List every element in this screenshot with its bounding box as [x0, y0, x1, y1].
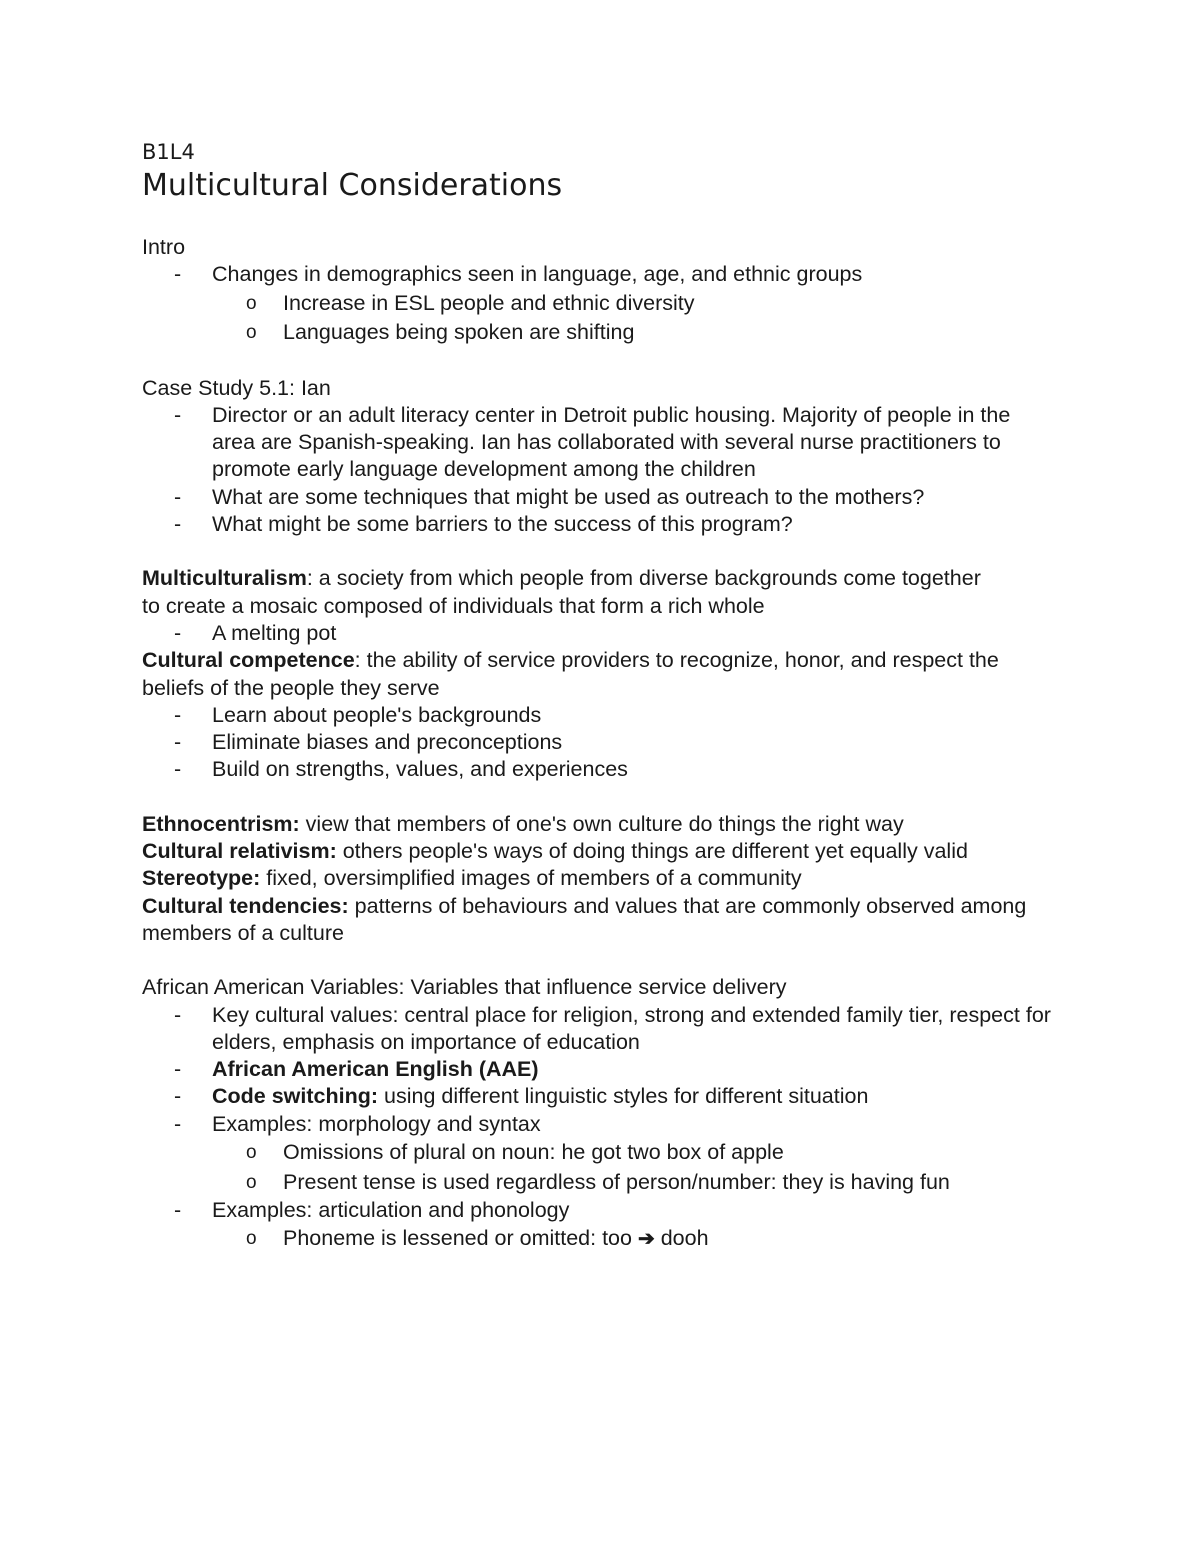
list-item-text: Omissions of plural on noun: he got two box of apple — [283, 1140, 784, 1165]
dash-marker: - — [174, 512, 182, 537]
list-item-text: Director or an adult literacy center in Detroit public housing. Majority of people in the area are Spanish-speaking. Ian has collaborated with several nurse practitioners to promote early language development among the children — [212, 402, 1011, 482]
list-item — [142, 402, 1060, 484]
definition-text: using different linguistic styles for different situation — [378, 1084, 869, 1109]
definition-text: view that members of one's own culture do things the right way — [299, 811, 904, 836]
list-item-text: Increase in ESL people and ethnic diversity — [283, 290, 695, 315]
section-heading-intro: Intro — [142, 235, 186, 259]
list-item — [142, 511, 1060, 538]
list-item — [142, 1056, 1060, 1083]
dash-marker: - — [174, 484, 182, 509]
definition-cultural-competence — [142, 647, 1057, 702]
term-label: Cultural tendencies: — [142, 893, 349, 918]
list-item — [142, 756, 1060, 783]
circle-bullet-icon: o — [246, 1142, 257, 1164]
example-result-text: dooh — [654, 1226, 709, 1251]
definition-ethnocentrism — [142, 811, 1060, 838]
definition-text: patterns of behaviours and values that are commonly observed among members of a culture — [142, 893, 1027, 945]
circle-bullet-icon: o — [246, 322, 257, 344]
list-item-text: Eliminate biases and preconceptions — [212, 730, 563, 755]
list-item-text: African American English (AAE) — [212, 1057, 539, 1082]
circle-bullet-icon: o — [246, 1171, 257, 1193]
list-item — [142, 702, 1060, 729]
term-label: Code switching: — [212, 1084, 379, 1109]
dash-marker: - — [174, 1002, 182, 1027]
document-code: B1L4 — [142, 140, 195, 164]
list-item-text: Examples: morphology and syntax — [212, 1111, 541, 1136]
circle-bullet-icon: o — [246, 292, 257, 314]
definition-text: fixed, oversimplified images of members of a community — [260, 866, 802, 891]
list-item-text: Build on strengths, values, and experiences — [212, 757, 628, 782]
list-item — [142, 1083, 1060, 1110]
list-item — [142, 620, 1060, 647]
definition-text: : a society from which people from diverse backgrounds come together to create a mosaic composed of individuals that form a rich whole — [142, 566, 981, 618]
definition-cultural-relativism — [142, 838, 1060, 865]
section-heading-african-american-variables: African American Variables: Variables that influence service delivery — [142, 975, 787, 1000]
sub-list-item — [142, 1168, 1060, 1198]
list-item — [142, 729, 1060, 756]
list-item-text: Learn about people's backgrounds — [212, 702, 542, 727]
sub-list-item — [142, 1224, 1060, 1255]
term-label: Stereotype: — [142, 866, 261, 891]
dash-marker: - — [174, 702, 182, 727]
definition-text: others people's ways of doing things are different yet equally valid — [336, 839, 968, 864]
list-item — [142, 1197, 1060, 1224]
list-item-text: Key cultural values: central place for religion, strong and extended family tier, respect for elders, emphasis on importance of education — [212, 1002, 1051, 1054]
dash-marker: - — [174, 1111, 182, 1136]
term-label: Multiculturalism — [142, 566, 307, 591]
arrow-right-icon: ➔ — [637, 1228, 655, 1251]
list-item-text: Examples: articulation and phonology — [212, 1198, 570, 1223]
list-item-text: What might be some barriers to the success of this program? — [212, 512, 793, 537]
example-text: Phoneme is lessened or omitted: too — [283, 1226, 638, 1251]
dash-marker: - — [174, 402, 182, 427]
list-item — [142, 1002, 1060, 1057]
definition-text: : the ability of service providers to recognize, honor, and respect the beliefs of the people they serve — [142, 648, 999, 700]
list-item-text: What are some techniques that might be used as outreach to the mothers? — [212, 484, 925, 509]
definition-stereotype — [142, 865, 1060, 892]
list-item-text — [212, 1083, 1060, 1110]
page-title: Multicultural Considerations — [142, 168, 563, 203]
dash-marker: - — [174, 1084, 182, 1109]
list-item-text: Present tense is used regardless of person/number: they is having fun — [283, 1169, 950, 1194]
definition-multiculturalism — [142, 565, 1002, 620]
list-item-text: Languages being spoken are shifting — [283, 320, 635, 345]
term-label: Cultural competence — [142, 648, 355, 673]
dash-marker: - — [174, 1057, 182, 1082]
list-item — [142, 261, 1060, 288]
sub-list-item — [142, 1138, 1060, 1168]
list-item-text: Changes in demographics seen in language, age, and ethnic groups — [212, 262, 863, 287]
list-item — [142, 484, 1060, 511]
term-label: Cultural relativism: — [142, 839, 337, 864]
sub-list-item — [142, 289, 1060, 319]
section-heading-case-study: Case Study 5.1: Ian — [142, 375, 331, 400]
dash-marker: - — [174, 1198, 182, 1223]
dash-marker: - — [174, 730, 182, 755]
circle-bullet-icon: o — [246, 1228, 257, 1250]
list-item-text — [283, 1226, 709, 1250]
definition-cultural-tendencies — [142, 893, 1042, 948]
dash-marker: - — [174, 620, 182, 645]
dash-marker: - — [174, 757, 182, 782]
list-item-text: A melting pot — [212, 620, 337, 645]
sub-list-item — [142, 318, 1060, 348]
term-label: Ethnocentrism: — [142, 811, 300, 836]
dash-marker: - — [174, 262, 182, 287]
list-item — [142, 1111, 1060, 1138]
